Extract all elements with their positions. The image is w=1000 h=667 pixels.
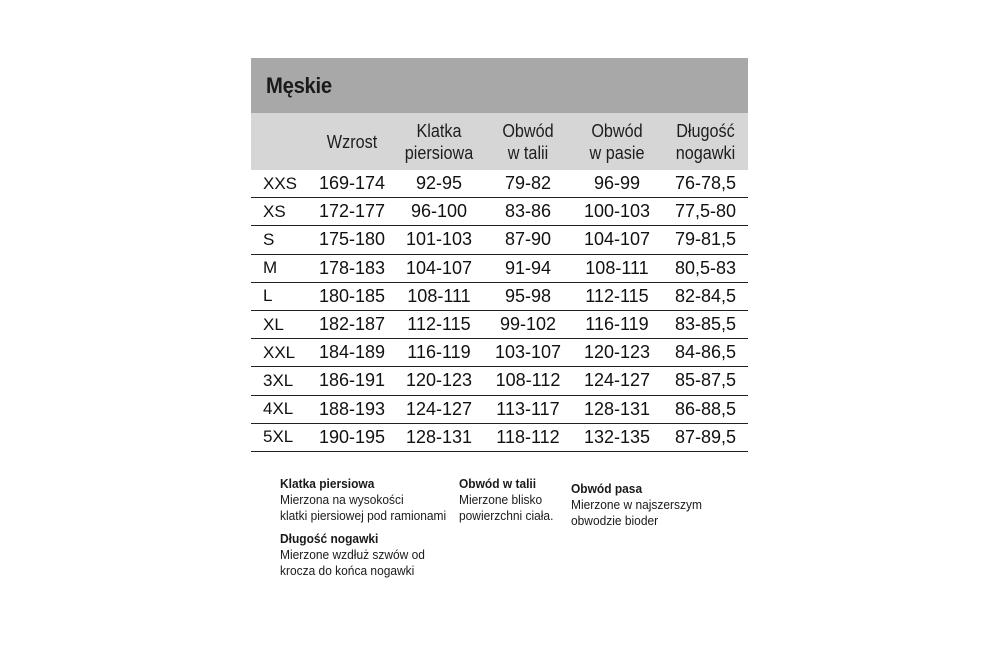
table-row bbox=[251, 339, 748, 367]
cell-size: M bbox=[263, 258, 278, 278]
cell-waist: 99-102 bbox=[499, 314, 557, 335]
cell-hips: 120-123 bbox=[583, 342, 651, 363]
note-hips-heading: Obwód pasa bbox=[571, 481, 643, 496]
cell-leg-length: 77,5-80 bbox=[674, 201, 737, 222]
note-chest-heading: Klatka piersiowa bbox=[280, 476, 375, 491]
cell-waist: 108-112 bbox=[495, 370, 561, 391]
cell-height: 188-193 bbox=[318, 398, 386, 419]
cell-height: 180-185 bbox=[318, 285, 386, 306]
cell-height: 172-177 bbox=[318, 201, 386, 222]
note-hips-line: Mierzone w najszerszym bbox=[571, 497, 702, 512]
note-chest-line: Mierzona na wysokości bbox=[280, 492, 404, 507]
cell-waist: 87-90 bbox=[504, 229, 552, 250]
cell-size: XXS bbox=[263, 173, 298, 193]
cell-hips: 104-107 bbox=[583, 229, 651, 250]
cell-size: XL bbox=[263, 314, 284, 334]
cell-size: 3XL bbox=[263, 370, 294, 390]
size-chart bbox=[251, 58, 748, 452]
note-leg-heading: Długość nogawki bbox=[280, 531, 379, 546]
note-waist-line: Mierzone blisko bbox=[459, 492, 543, 507]
cell-size: 5XL bbox=[263, 427, 294, 447]
header-chest: Klatka piersiowa bbox=[404, 120, 474, 163]
cell-waist: 83-86 bbox=[504, 201, 552, 222]
cell-leg-length: 85-87,5 bbox=[674, 370, 737, 391]
cell-waist: 91-94 bbox=[504, 257, 552, 278]
table-row bbox=[251, 198, 748, 226]
header-row bbox=[251, 113, 748, 170]
table-row bbox=[251, 396, 748, 424]
cell-height: 182-187 bbox=[318, 314, 386, 335]
cell-size: 4XL bbox=[263, 399, 294, 419]
table-row bbox=[251, 283, 748, 311]
cell-height: 190-195 bbox=[318, 426, 386, 447]
cell-leg-length: 86-88,5 bbox=[674, 398, 737, 419]
table-row bbox=[251, 367, 748, 395]
note-waist bbox=[459, 476, 562, 524]
cell-height: 169-174 bbox=[318, 173, 386, 194]
cell-size: XXL bbox=[263, 342, 296, 362]
table-row bbox=[251, 311, 748, 339]
note-hips bbox=[571, 481, 713, 529]
cell-waist: 95-98 bbox=[504, 285, 552, 306]
table-row bbox=[251, 424, 748, 452]
note-leg-line: krocza do końca nogawki bbox=[280, 563, 415, 578]
table-row bbox=[251, 255, 748, 283]
note-waist-heading: Obwód w talii bbox=[459, 476, 537, 491]
cell-height: 184-189 bbox=[318, 342, 386, 363]
cell-chest: 116-119 bbox=[407, 342, 471, 363]
cell-leg-length: 84-86,5 bbox=[674, 342, 737, 363]
cell-chest: 92-95 bbox=[415, 173, 463, 194]
header-leg-length: Długość nogawki bbox=[675, 120, 736, 163]
table-row bbox=[251, 170, 748, 198]
cell-leg-length: 83-85,5 bbox=[674, 314, 737, 335]
note-hips-line: obwodzie bioder bbox=[571, 513, 659, 528]
cell-waist: 118-112 bbox=[496, 426, 560, 447]
cell-hips: 116-119 bbox=[585, 314, 649, 335]
cell-hips: 128-131 bbox=[583, 398, 651, 419]
table-row bbox=[251, 226, 748, 254]
cell-chest: 108-111 bbox=[407, 285, 471, 306]
note-chest-line: klatki piersiowej pod ramionami bbox=[280, 508, 447, 523]
header-height: Wzrost bbox=[326, 131, 378, 152]
note-chest bbox=[280, 476, 461, 524]
cell-height: 178-183 bbox=[318, 257, 386, 278]
cell-hips: 112-115 bbox=[585, 285, 649, 306]
chart-title-bar bbox=[251, 58, 748, 113]
header-hips: Obwód w pasie bbox=[589, 120, 645, 163]
cell-height: 186-191 bbox=[318, 370, 386, 391]
cell-leg-length: 79-81,5 bbox=[674, 229, 737, 250]
cell-waist: 103-107 bbox=[494, 342, 562, 363]
cell-size: S bbox=[263, 229, 275, 249]
header-waist: Obwód w talii bbox=[502, 120, 554, 163]
cell-height: 175-180 bbox=[318, 229, 386, 250]
size-rows bbox=[251, 170, 748, 452]
cell-waist: 79-82 bbox=[504, 173, 552, 194]
cell-hips: 96-99 bbox=[593, 173, 641, 194]
cell-chest: 120-123 bbox=[405, 370, 473, 391]
cell-chest: 101-103 bbox=[405, 229, 473, 250]
note-leg-line: Mierzone wzdłuż szwów od bbox=[280, 547, 425, 562]
cell-leg-length: 82-84,5 bbox=[674, 285, 737, 306]
cell-chest: 112-115 bbox=[407, 314, 471, 335]
cell-hips: 132-135 bbox=[583, 426, 651, 447]
cell-hips: 108-111 bbox=[585, 257, 649, 278]
cell-leg-length: 87-89,5 bbox=[674, 426, 737, 447]
chart-title: Męskie bbox=[266, 72, 332, 98]
cell-hips: 124-127 bbox=[583, 370, 651, 391]
cell-size: L bbox=[263, 286, 273, 306]
cell-leg-length: 76-78,5 bbox=[674, 173, 737, 194]
note-waist-line: powierzchni ciała. bbox=[459, 508, 554, 523]
cell-waist: 113-117 bbox=[496, 398, 560, 419]
note-leg bbox=[280, 531, 438, 579]
cell-leg-length: 80,5-83 bbox=[674, 257, 737, 278]
cell-chest: 104-107 bbox=[405, 257, 473, 278]
cell-chest: 128-131 bbox=[405, 426, 473, 447]
cell-chest: 124-127 bbox=[405, 398, 473, 419]
cell-hips: 100-103 bbox=[583, 201, 651, 222]
cell-chest: 96-100 bbox=[410, 201, 468, 222]
cell-size: XS bbox=[263, 201, 286, 221]
